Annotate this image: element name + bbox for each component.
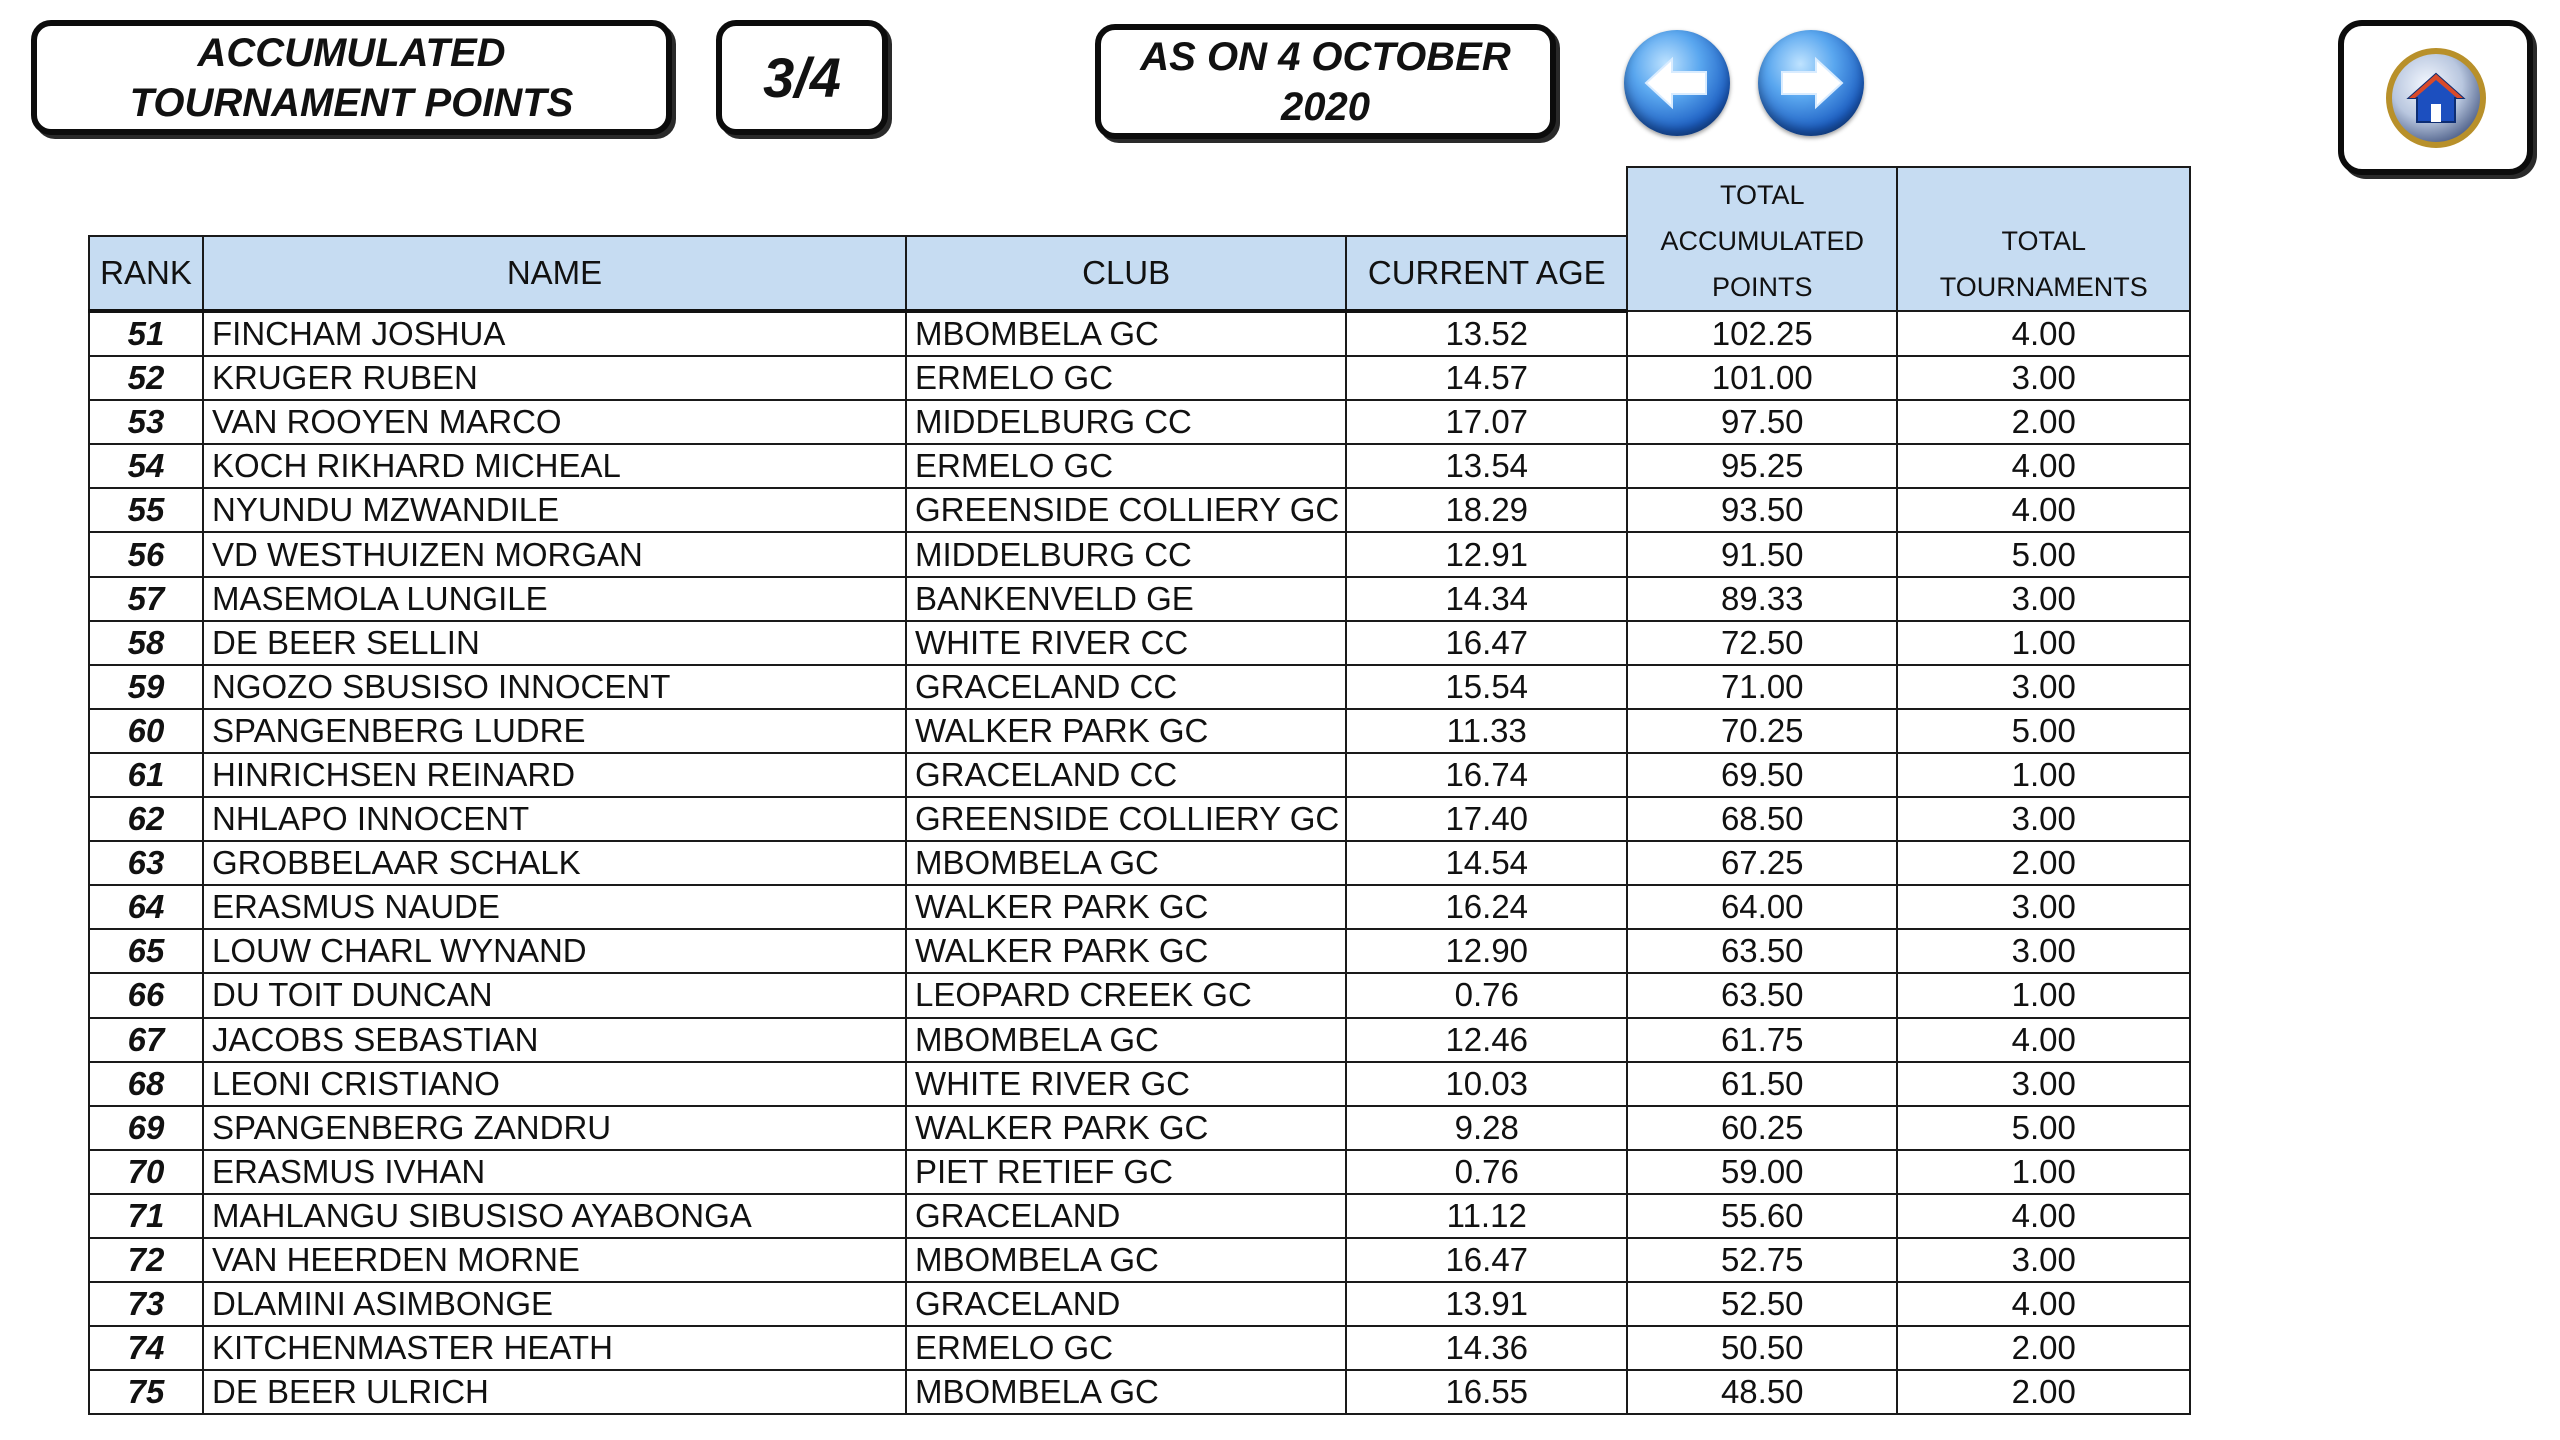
points-cell: 63.50 <box>1627 929 1897 973</box>
rank-cell: 74 <box>89 1326 203 1370</box>
club-cell: MIDDELBURG CC <box>906 400 1346 444</box>
points-cell: 59.00 <box>1627 1150 1897 1194</box>
rank-cell: 51 <box>89 311 203 356</box>
header-points-line2: ACCUMULATED <box>1660 226 1864 256</box>
name-cell: DE BEER SELLIN <box>203 621 906 665</box>
table-row <box>89 841 2190 885</box>
age-cell: 14.54 <box>1346 841 1627 885</box>
rank-cell: 62 <box>89 797 203 841</box>
header-name: NAME <box>203 236 906 311</box>
points-cell: 68.50 <box>1627 797 1897 841</box>
rank-cell: 59 <box>89 665 203 709</box>
table-row <box>89 356 2190 400</box>
table-row <box>89 577 2190 621</box>
points-cell: 95.25 <box>1627 444 1897 488</box>
header-tournaments-line2: TOURNAMENTS <box>1939 272 2148 302</box>
tournaments-cell: 4.00 <box>1897 1282 2190 1326</box>
points-cell: 93.50 <box>1627 488 1897 532</box>
points-cell: 67.25 <box>1627 841 1897 885</box>
tournaments-cell: 4.00 <box>1897 311 2190 356</box>
table-row <box>89 1194 2190 1238</box>
tournaments-cell: 4.00 <box>1897 488 2190 532</box>
club-cell: BANKENVELD GE <box>906 577 1346 621</box>
table-row <box>89 1282 2190 1326</box>
table-row <box>89 709 2190 753</box>
rank-cell: 60 <box>89 709 203 753</box>
club-cell: ERMELO GC <box>906 444 1346 488</box>
header-total-tournaments <box>1897 167 2190 311</box>
age-cell: 9.28 <box>1346 1106 1627 1150</box>
tournaments-cell: 3.00 <box>1897 885 2190 929</box>
tournaments-cell: 1.00 <box>1897 753 2190 797</box>
rank-cell: 53 <box>89 400 203 444</box>
club-cell: WHITE RIVER GC <box>906 1062 1346 1106</box>
header-club: CLUB <box>906 236 1346 311</box>
arrow-left-icon <box>1642 53 1712 113</box>
club-cell: MIDDELBURG CC <box>906 532 1346 576</box>
points-cell: 64.00 <box>1627 885 1897 929</box>
tournaments-cell: 5.00 <box>1897 709 2190 753</box>
table-row <box>89 532 2190 576</box>
header-total-points <box>1627 167 1897 311</box>
page-indicator-text: 3/4 <box>763 46 841 109</box>
points-cell: 89.33 <box>1627 577 1897 621</box>
next-page-button[interactable] <box>1758 30 1864 136</box>
header-spacer <box>906 167 1346 236</box>
name-cell: JACOBS SEBASTIAN <box>203 1018 906 1062</box>
tournaments-cell: 1.00 <box>1897 973 2190 1017</box>
tournaments-cell: 2.00 <box>1897 841 2190 885</box>
club-cell: MBOMBELA GC <box>906 1370 1346 1414</box>
tournaments-cell: 3.00 <box>1897 797 2190 841</box>
rank-cell: 72 <box>89 1238 203 1282</box>
header-current-age: CURRENT AGE <box>1346 236 1627 311</box>
points-cell: 61.75 <box>1627 1018 1897 1062</box>
club-cell: MBOMBELA GC <box>906 1018 1346 1062</box>
points-cell: 101.00 <box>1627 356 1897 400</box>
club-cell: GRACELAND <box>906 1194 1346 1238</box>
age-cell: 0.76 <box>1346 1150 1627 1194</box>
tournaments-cell: 3.00 <box>1897 1238 2190 1282</box>
points-cell: 60.25 <box>1627 1106 1897 1150</box>
table-row <box>89 665 2190 709</box>
name-cell: ERASMUS NAUDE <box>203 885 906 929</box>
name-cell: VD WESTHUIZEN MORGAN <box>203 532 906 576</box>
club-cell: PIET RETIEF GC <box>906 1150 1346 1194</box>
age-cell: 0.76 <box>1346 973 1627 1017</box>
club-cell: GRACELAND <box>906 1282 1346 1326</box>
rank-cell: 63 <box>89 841 203 885</box>
header-points-line3: POINTS <box>1711 272 1813 302</box>
tournaments-cell: 5.00 <box>1897 532 2190 576</box>
rank-cell: 66 <box>89 973 203 1017</box>
home-button[interactable] <box>2386 48 2486 148</box>
table-row <box>89 973 2190 1017</box>
tournaments-cell: 1.00 <box>1897 1150 2190 1194</box>
age-cell: 11.33 <box>1346 709 1627 753</box>
rank-cell: 54 <box>89 444 203 488</box>
date-label <box>1095 24 1556 139</box>
name-cell: NYUNDU MZWANDILE <box>203 488 906 532</box>
table-row <box>89 444 2190 488</box>
table-body <box>89 311 2190 1414</box>
age-cell: 11.12 <box>1346 1194 1627 1238</box>
age-cell: 17.40 <box>1346 797 1627 841</box>
rank-cell: 52 <box>89 356 203 400</box>
points-cell: 52.75 <box>1627 1238 1897 1282</box>
age-cell: 13.54 <box>1346 444 1627 488</box>
age-cell: 12.91 <box>1346 532 1627 576</box>
header-tournaments-line1: TOTAL <box>2001 226 2087 256</box>
name-cell: KRUGER RUBEN <box>203 356 906 400</box>
points-cell: 71.00 <box>1627 665 1897 709</box>
age-cell: 18.29 <box>1346 488 1627 532</box>
name-cell: NGOZO SBUSISO INNOCENT <box>203 665 906 709</box>
age-cell: 13.52 <box>1346 311 1627 356</box>
age-cell: 16.47 <box>1346 1238 1627 1282</box>
points-cell: 48.50 <box>1627 1370 1897 1414</box>
age-cell: 12.90 <box>1346 929 1627 973</box>
table-row <box>89 311 2190 356</box>
table-row <box>89 1370 2190 1414</box>
rank-cell: 67 <box>89 1018 203 1062</box>
rank-cell: 71 <box>89 1194 203 1238</box>
age-cell: 14.34 <box>1346 577 1627 621</box>
name-cell: DE BEER ULRICH <box>203 1370 906 1414</box>
name-cell: FINCHAM JOSHUA <box>203 311 906 356</box>
club-cell: GREENSIDE COLLIERY GC <box>906 488 1346 532</box>
age-cell: 16.47 <box>1346 621 1627 665</box>
rank-cell: 75 <box>89 1370 203 1414</box>
points-cell: 52.50 <box>1627 1282 1897 1326</box>
tournaments-cell: 5.00 <box>1897 1106 2190 1150</box>
rank-cell: 56 <box>89 532 203 576</box>
page-title-text: ACCUMULATED TOURNAMENT POINTS <box>129 30 574 125</box>
name-cell: GROBBELAAR SCHALK <box>203 841 906 885</box>
name-cell: ERASMUS IVHAN <box>203 1150 906 1194</box>
header-spacer <box>203 167 906 236</box>
header-spacer <box>1346 167 1627 236</box>
club-cell: ERMELO GC <box>906 356 1346 400</box>
name-cell: MAHLANGU SIBUSISO AYABONGA <box>203 1194 906 1238</box>
points-cell: 69.50 <box>1627 753 1897 797</box>
rank-cell: 69 <box>89 1106 203 1150</box>
name-cell: MASEMOLA LUNGILE <box>203 577 906 621</box>
standings-table <box>88 166 2191 1415</box>
table-row <box>89 1238 2190 1282</box>
table-row <box>89 1326 2190 1370</box>
tournaments-cell: 1.00 <box>1897 621 2190 665</box>
club-cell: GRACELAND CC <box>906 665 1346 709</box>
club-cell: ERMELO GC <box>906 1326 1346 1370</box>
club-cell: WALKER PARK GC <box>906 1106 1346 1150</box>
club-cell: GRACELAND CC <box>906 753 1346 797</box>
home-icon <box>2405 70 2467 126</box>
rank-cell: 68 <box>89 1062 203 1106</box>
points-cell: 97.50 <box>1627 400 1897 444</box>
table-row <box>89 1106 2190 1150</box>
table-row <box>89 488 2190 532</box>
age-cell: 15.54 <box>1346 665 1627 709</box>
points-cell: 61.50 <box>1627 1062 1897 1106</box>
name-cell: LEONI CRISTIANO <box>203 1062 906 1106</box>
rank-cell: 61 <box>89 753 203 797</box>
points-cell: 102.25 <box>1627 311 1897 356</box>
table-row <box>89 797 2190 841</box>
header-rank: RANK <box>89 236 203 311</box>
club-cell: MBOMBELA GC <box>906 841 1346 885</box>
page-title <box>31 20 672 135</box>
tournaments-cell: 4.00 <box>1897 444 2190 488</box>
table-row <box>89 885 2190 929</box>
points-cell: 72.50 <box>1627 621 1897 665</box>
club-cell: WALKER PARK GC <box>906 885 1346 929</box>
name-cell: DU TOIT DUNCAN <box>203 973 906 1017</box>
tournaments-cell: 2.00 <box>1897 1326 2190 1370</box>
club-cell: WHITE RIVER CC <box>906 621 1346 665</box>
date-label-text: AS ON 4 OCTOBER 2020 <box>1140 34 1511 129</box>
table-row <box>89 929 2190 973</box>
tournaments-cell: 3.00 <box>1897 577 2190 621</box>
age-cell: 12.46 <box>1346 1018 1627 1062</box>
name-cell: KOCH RIKHARD MICHEAL <box>203 444 906 488</box>
club-cell: MBOMBELA GC <box>906 1238 1346 1282</box>
tournaments-cell: 3.00 <box>1897 929 2190 973</box>
tournaments-cell: 3.00 <box>1897 1062 2190 1106</box>
tournaments-cell: 3.00 <box>1897 665 2190 709</box>
tournaments-cell: 3.00 <box>1897 356 2190 400</box>
table-row <box>89 621 2190 665</box>
name-cell: SPANGENBERG ZANDRU <box>203 1106 906 1150</box>
name-cell: VAN HEERDEN MORNE <box>203 1238 906 1282</box>
tournaments-cell: 2.00 <box>1897 400 2190 444</box>
club-cell: WALKER PARK GC <box>906 929 1346 973</box>
header-points-line1: TOTAL <box>1719 180 1805 210</box>
points-cell: 50.50 <box>1627 1326 1897 1370</box>
header-spacer <box>89 167 203 236</box>
tournaments-cell: 4.00 <box>1897 1194 2190 1238</box>
table-row <box>89 1062 2190 1106</box>
age-cell: 16.74 <box>1346 753 1627 797</box>
name-cell: NHLAPO INNOCENT <box>203 797 906 841</box>
age-cell: 16.24 <box>1346 885 1627 929</box>
table-row <box>89 1150 2190 1194</box>
rank-cell: 70 <box>89 1150 203 1194</box>
tournaments-cell: 4.00 <box>1897 1018 2190 1062</box>
table-row <box>89 400 2190 444</box>
age-cell: 16.55 <box>1346 1370 1627 1414</box>
age-cell: 14.57 <box>1346 356 1627 400</box>
name-cell: KITCHENMASTER HEATH <box>203 1326 906 1370</box>
club-cell: LEOPARD CREEK GC <box>906 973 1346 1017</box>
tournaments-cell: 2.00 <box>1897 1370 2190 1414</box>
points-cell: 70.25 <box>1627 709 1897 753</box>
points-cell: 55.60 <box>1627 1194 1897 1238</box>
arrow-right-icon <box>1776 53 1846 113</box>
rank-cell: 65 <box>89 929 203 973</box>
name-cell: DLAMINI ASIMBONGE <box>203 1282 906 1326</box>
table-header-row <box>89 167 2190 236</box>
club-cell: GREENSIDE COLLIERY GC <box>906 797 1346 841</box>
page-indicator <box>716 20 888 135</box>
age-cell: 13.91 <box>1346 1282 1627 1326</box>
rank-cell: 73 <box>89 1282 203 1326</box>
rank-cell: 55 <box>89 488 203 532</box>
name-cell: HINRICHSEN REINARD <box>203 753 906 797</box>
name-cell: VAN ROOYEN MARCO <box>203 400 906 444</box>
age-cell: 10.03 <box>1346 1062 1627 1106</box>
points-cell: 91.50 <box>1627 532 1897 576</box>
home-button-frame <box>2338 20 2533 175</box>
table-row <box>89 1018 2190 1062</box>
name-cell: LOUW CHARL WYNAND <box>203 929 906 973</box>
points-cell: 63.50 <box>1627 973 1897 1017</box>
rank-cell: 58 <box>89 621 203 665</box>
name-cell: SPANGENBERG LUDRE <box>203 709 906 753</box>
age-cell: 17.07 <box>1346 400 1627 444</box>
table-row <box>89 753 2190 797</box>
rank-cell: 57 <box>89 577 203 621</box>
age-cell: 14.36 <box>1346 1326 1627 1370</box>
previous-page-button[interactable] <box>1624 30 1730 136</box>
rank-cell: 64 <box>89 885 203 929</box>
club-cell: MBOMBELA GC <box>906 311 1346 356</box>
club-cell: WALKER PARK GC <box>906 709 1346 753</box>
